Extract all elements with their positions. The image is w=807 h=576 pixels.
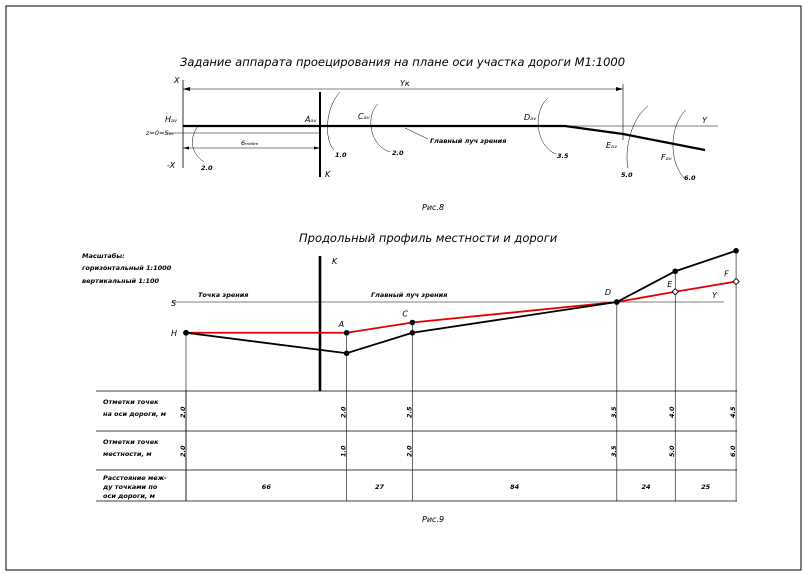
fig8-label-c: Cₐᵥ xyxy=(358,112,371,121)
table-row-label-dist-2: ду точками по xyxy=(103,483,158,491)
table-row-label-ground-2: местности, м xyxy=(103,450,152,458)
fig8-caption: Рис.8 xyxy=(422,203,445,212)
road-point xyxy=(410,320,416,326)
fig8-label-y: Y xyxy=(702,116,707,125)
table-road-mark: 3.5 xyxy=(609,406,618,418)
ground-point xyxy=(672,268,678,274)
fig8-label-dist: 6ₘ₆₆ₘ xyxy=(241,139,259,147)
table-road-mark: 4.0 xyxy=(668,406,677,418)
table-distance: 25 xyxy=(701,483,711,491)
fig8-leader-a xyxy=(327,92,340,150)
table-ground-mark: 1.0 xyxy=(339,445,348,457)
fig8-mark-d: 3.5 xyxy=(557,152,569,160)
fig8-label-k: K xyxy=(325,170,331,179)
table-row-label-dist-3: оси дороги, м xyxy=(103,492,155,500)
fig9-main-ray: Главный луч зрения xyxy=(371,291,448,299)
fig8-label-f: Fₐᵥ xyxy=(661,153,673,162)
table-road-mark: 2.5 xyxy=(405,406,414,418)
table-ground-mark: 2.0 xyxy=(405,445,414,457)
fig9-view-point: Точка зрения xyxy=(198,291,249,299)
fig8-leader-h xyxy=(192,126,204,162)
fig8-label-zero: z=0=Sₐᵥ xyxy=(146,129,174,137)
fig9-scales-vertical: вертикальный 1:100 xyxy=(82,277,160,285)
fig8-yk-arrow-left xyxy=(183,87,190,91)
fig8-label-d: Dₐᵥ xyxy=(524,113,537,122)
figure-9-profile xyxy=(82,231,739,524)
fig8-title: Задание аппарата проецирования на плане оси участка дороги М1:1000 xyxy=(180,55,626,69)
table-distance: 84 xyxy=(510,483,520,491)
table-road-mark: 2.0 xyxy=(339,406,348,418)
fig8-label-e: Eₐᵥ xyxy=(606,141,618,150)
fig9-label-y: Y xyxy=(712,291,717,300)
table-row-label-road-1: Отметки точек xyxy=(103,398,159,406)
ground-point xyxy=(733,248,739,254)
fig8-mark-e: 5.0 xyxy=(621,171,633,179)
fig8-main-ray-label: Главный луч зрения xyxy=(430,137,507,145)
road-point xyxy=(672,289,678,295)
table-distance: 66 xyxy=(261,483,271,491)
table-row-label-dist-1: Расстояние меж- xyxy=(103,474,167,482)
fig9-label-s: S xyxy=(171,299,177,308)
fig8-label-a: Aₐᵥ xyxy=(305,115,317,124)
table-ground-mark: 3.5 xyxy=(609,445,618,457)
fig8-label-h: Hₐᵥ xyxy=(165,115,178,124)
table-distance: 27 xyxy=(374,483,385,491)
ground-point xyxy=(183,330,189,336)
fig8-label-x: X xyxy=(174,76,180,85)
figure-8-plan xyxy=(145,55,718,212)
fig8-mark-h: 2.0 xyxy=(201,164,213,172)
fig9-label-h: H xyxy=(171,329,178,338)
fig9-caption: Рис.9 xyxy=(422,515,445,524)
profile-point-label: D xyxy=(604,288,611,297)
profile-point-label: F xyxy=(724,269,729,279)
road-point xyxy=(344,330,350,336)
ground-point xyxy=(614,299,620,305)
profile-point-label: E xyxy=(667,279,673,289)
table-distance: 24 xyxy=(641,483,651,491)
fig8-yk-arrow-right xyxy=(616,87,623,91)
fig8-mark-a: 1.0 xyxy=(335,151,347,159)
fig9-scales-title: Масштабы: xyxy=(82,252,125,260)
table-ground-mark: 5.0 xyxy=(668,445,677,457)
profile-point-label: C xyxy=(402,309,408,319)
profile-point-label: A xyxy=(338,319,345,329)
fig8-label-minus-x: -X xyxy=(167,161,176,170)
fig9-label-k: K xyxy=(332,257,338,266)
fig8-dist-arrow-left xyxy=(183,147,189,150)
fig8-mark-f: 6.0 xyxy=(684,174,696,182)
table-ground-mark: 2.0 xyxy=(179,445,187,457)
table-row-label-ground-1: Отметки точек xyxy=(103,438,159,446)
table-road-mark: 2.0 xyxy=(179,406,187,418)
fig8-label-yk: Yк xyxy=(400,79,410,88)
fig8-mark-c: 2.0 xyxy=(392,149,404,157)
road-point xyxy=(733,278,739,284)
profile-dynamic-layer xyxy=(179,248,739,501)
fig8-leader-c xyxy=(371,104,390,152)
table-row-label-road-2: на оси дороги, м xyxy=(103,410,167,418)
fig8-main-ray-leader xyxy=(405,128,428,139)
table-ground-mark: 6.0 xyxy=(729,445,738,457)
fig9-title: Продольный профиль местности и дороги xyxy=(299,231,558,245)
fig9-scales-horizontal: горизонтальный 1:1000 xyxy=(82,264,172,272)
table-road-mark: 4.5 xyxy=(729,406,738,418)
ground-point xyxy=(344,350,350,356)
ground-point xyxy=(410,330,416,336)
